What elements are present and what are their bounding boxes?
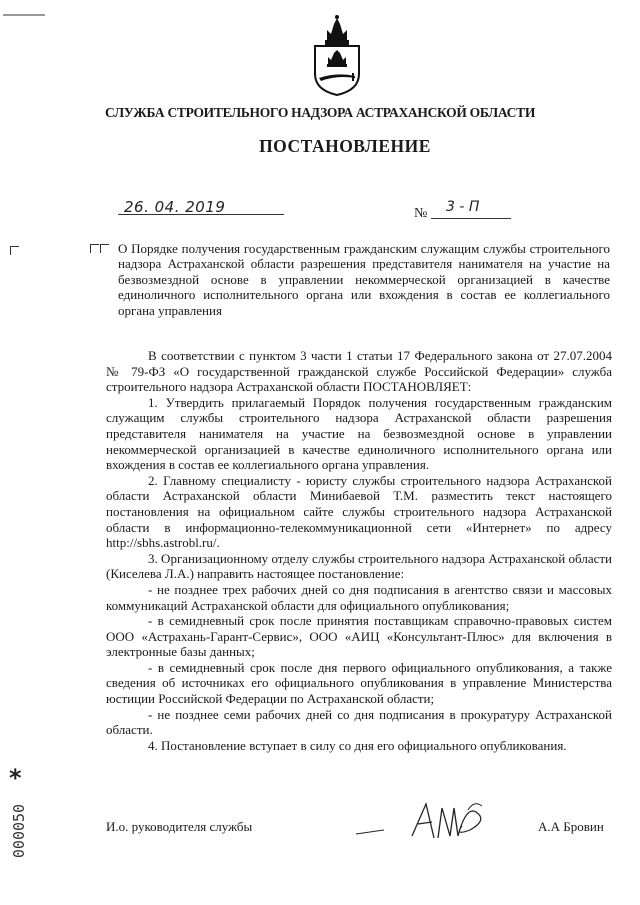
handwritten-signature-icon [350, 796, 500, 866]
number-label: № [414, 206, 428, 221]
signer-name: А.А Бровин [538, 819, 604, 834]
document-date: 26. 04. 2019 [124, 198, 226, 216]
paragraph-item-1: 1. Утвердить прилагаемый Порядок получения государственным гражданским служащим службы строительного надзора Астраханской области разрешения представителя нанимателя на участие на безвозмездной основе в управлении некоммерческой организацией в качестве единоличного исполнительного органа или вхождения в состав ее коллегиального органа управления. [106, 394, 612, 473]
margin-asterisk: * [9, 764, 22, 792]
margin-stamp-number [2, 796, 36, 866]
document-subject: О Порядке получения государственным гражданским служащим службы строительного надзора Астраханской области разрешения представителя нанимателя на участие на безвозмездной основе в управлении некоммерческой организацией в качестве единоличного исполнительного органа или вхождения в состав ее коллегиального органа управления [118, 241, 610, 318]
paragraph-item-3-sub-4: - не позднее семи рабочих дней со дня подписания в прокуратуру Астраханской области. [106, 706, 612, 738]
paragraph-item-3-sub-3: - в семидневный срок после дня первого официального опубликования, а также сведения об источниках его официального опубликования в управление Министерства юстиции Российской Федерации по Астраханской области; [106, 659, 612, 707]
signer-role: И.о. руководителя службы [106, 819, 253, 834]
corner-mark-subject-2 [100, 244, 109, 253]
number-underline [431, 218, 511, 219]
paragraph-item-3-sub-2: - в семидневный срок после принятия поставщикам справочно-правовых систем ООО «Астрахань-Гарант-Сервис», ООО «АИЦ «Консультант-Плюс» для включения в электронные базы данных; [106, 613, 612, 660]
paragraph-item-4: 4. Постановление вступает в силу со дня его официального опубликования. [148, 737, 567, 753]
paragraph-item-3-sub-1: - не позднее трех рабочих дней со дня подписания в агентство связи и массовых коммуникаций Астраханской области для официального опубликования; [106, 581, 612, 613]
corner-mark-left [10, 246, 19, 255]
corner-mark-subject-1 [90, 244, 99, 253]
paragraph-item-3: 3. Организационному отделу службы строительного надзора Астраханской области (Киселева Л.А.) направить настоящее постановление: [106, 550, 612, 582]
document-number: 3 - П [446, 199, 480, 215]
scan-artifact-line [3, 14, 45, 16]
date-underline [118, 214, 284, 215]
paragraph-item-2: 2. Главному специалисту - юристу службы строительного надзора Астраханской области Астраханской области Минибаевой Т.М. разместить текст настоящего постановления на официальном сайте службы строительного надзора Астраханской области в информационно-телекоммуникационной сети «Интернет» по адресу http://sbhs.astrobl.ru/. [106, 472, 612, 551]
document-body [106, 348, 612, 753]
organization-name: СЛУЖБА СТРОИТЕЛЬНОГО НАДЗОРА АСТРАХАНСКОЙ ОБЛАСТИ [104, 105, 536, 120]
stamp-number-text: 000050 [10, 803, 28, 859]
paragraph-preamble: В соответствии с пунктом 3 части 1 статьи 17 Федерального закона от 27.07.2004 № 79-ФЗ «О государственной гражданской службе Российской Федерации» служба строительного надзора Астраханской области ПОСТАНОВЛЯЕТ: [106, 348, 612, 395]
document-type-title: ПОСТАНОВЛЕНИЕ [259, 136, 431, 156]
coat-of-arms-icon [311, 14, 363, 96]
